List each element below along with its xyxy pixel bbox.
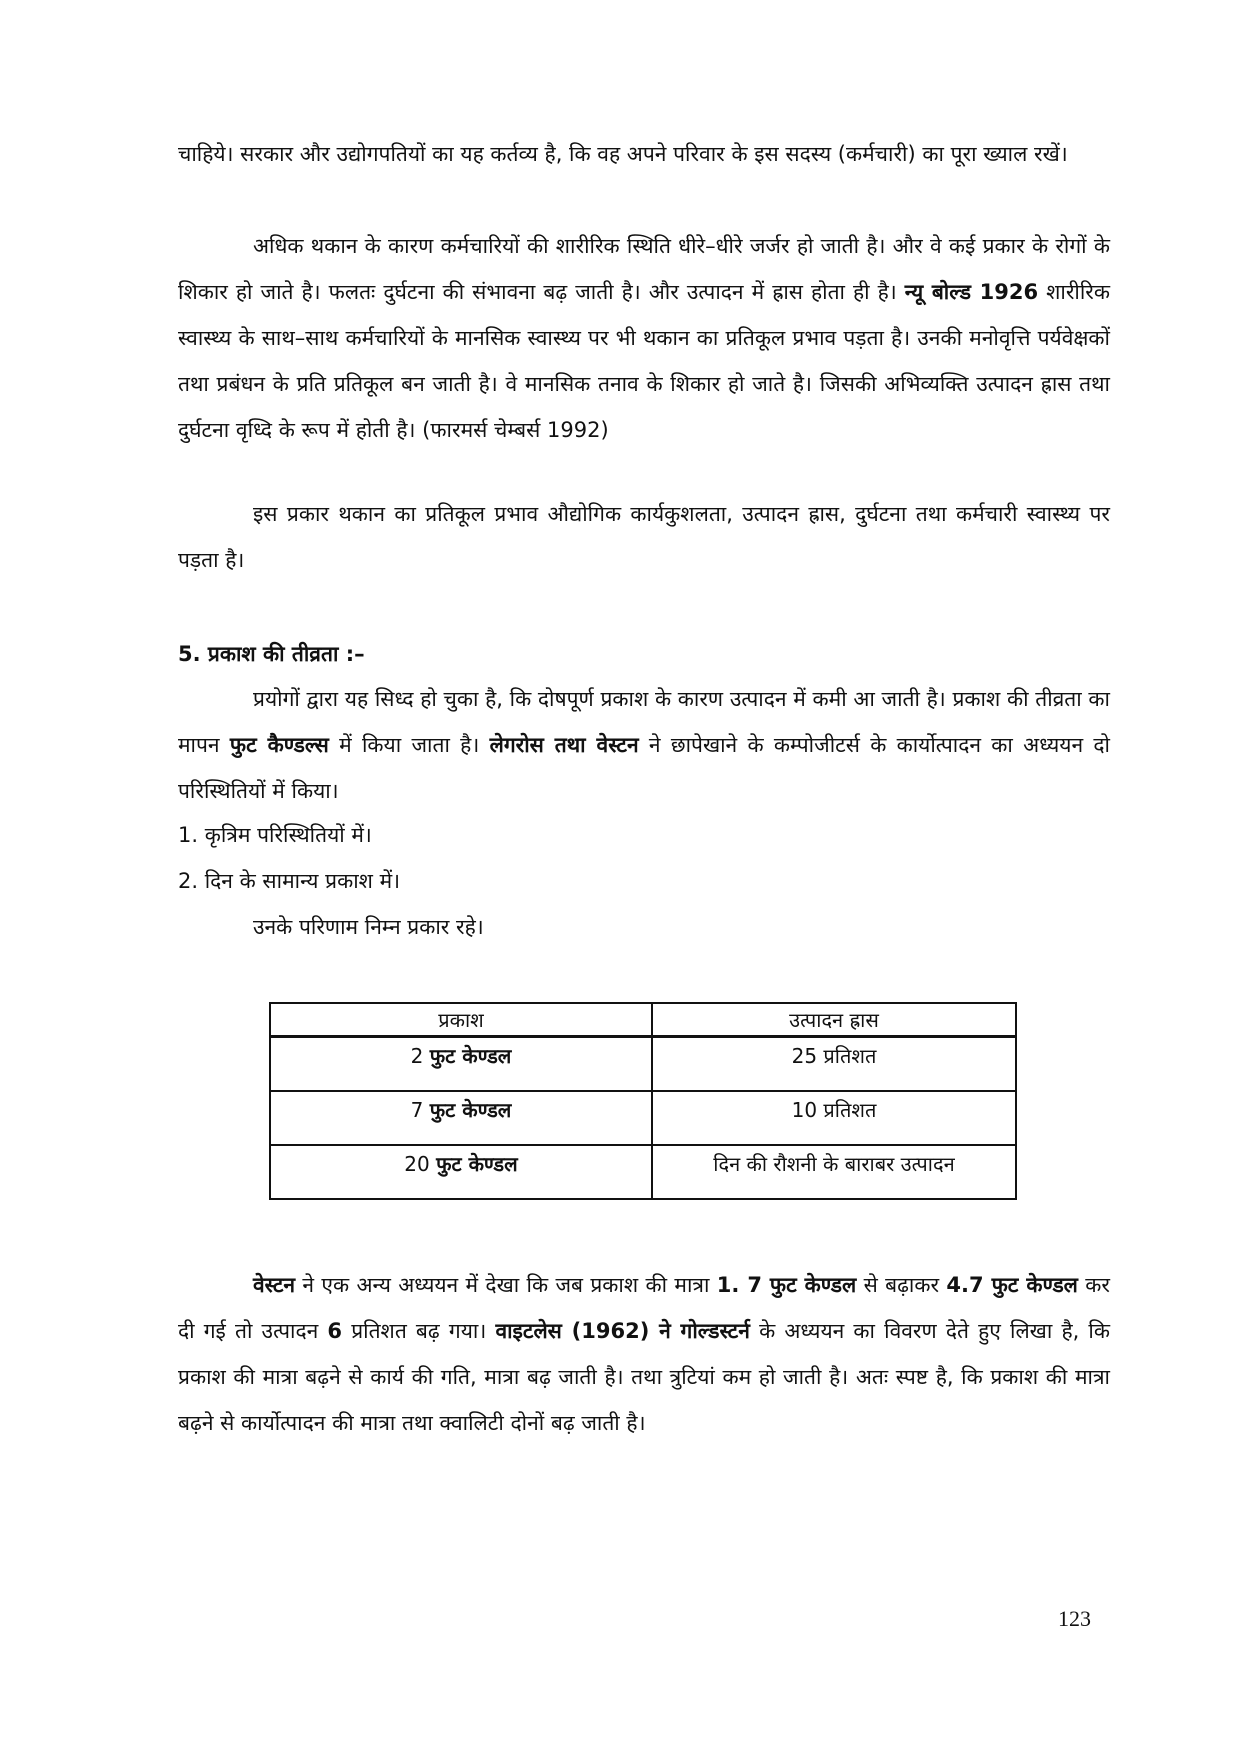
table-row (270, 1037, 1016, 1092)
table-cell-light (270, 1037, 652, 1092)
paragraph-1: चाहिये। सरकार और उद्योगपतियों का यह कर्तव्य है, कि वह अपने परिवार के इस सदस्य (कर्मचारी) का पूरा ख्याल रखें। (178, 142, 1068, 166)
paragraph-5-text-c: कर दी गई तो उत्पादन (178, 1273, 1110, 1343)
paragraph-2-text-a: अधिक थकान के कारण कर्मचारियों की शारीरिक स्थिति धीरे–धीरे जर्जर हो जाती है। और वे कई प्रकार के रोगों के शिकार हो जाते है। फलतः दुर्घटना की संभावना बढ़ जाती है। और उत्पादन में ह्रास होता ही है। (178, 234, 1110, 304)
paragraph-4-text-b: में किया जाता है। (328, 733, 490, 757)
percent-increase: 6 (327, 1319, 343, 1343)
weston-term: वेस्टन (253, 1273, 296, 1297)
table-row (270, 1145, 1016, 1199)
legros-weston-term: लेगरोस तथा वेस्टन (489, 733, 639, 757)
foot-candles-term: फुट कैण्डल्स (229, 733, 329, 757)
light-to-term: 4.7 फुट केण्डल (946, 1273, 1078, 1297)
light-value: 20 (404, 1152, 430, 1176)
paragraph-5 (178, 1262, 1110, 1446)
paragraph-5-text-e: के अध्ययन का विवरण देते हुए लिखा है, कि प्रकाश की मात्रा बढ़ने से कार्य की गति, मात्रा बढ़ जाती है। तथा त्रुटियां कम हो जाती है। अतः स्पष्ट है, कि प्रकाश की मात्रा बढ़ने से कार्योत्पादन की मात्रा तथा क्वालिटी दोनों बढ़ जाती है। (178, 1319, 1110, 1435)
table-cell-loss: 25 प्रतिशत (652, 1037, 1016, 1092)
table-header-light: प्रकाश (270, 1003, 652, 1037)
paragraph-3: इस प्रकार थकान का प्रतिकूल प्रभाव औद्योगिक कार्यकुशलता, उत्पादन ह्रास, दुर्घटना तथा कर्मचारी स्वास्थ्य पर पड़ता है। (178, 502, 1110, 572)
paragraph-2-text-b: शारीरिक स्वास्थ्य के साथ–साथ कर्मचारियों के मानसिक स्वास्थ्य पर भी थकान का प्रतिकूल प्रभाव पड़ता है। उनकी मनोवृत्ति पर्यवेक्षकों तथा प्रबंधन के प्रति प्रतिकूल बन जाती है। वे मानसिक तनाव के शिकार हो जाते है। जिसकी अभिव्यक्ति उत्पादन ह्रास तथा दुर्घटना वृध्दि के रूप में होती है। (फारमर्स चेम्बर्स 1992) (178, 280, 1111, 442)
paragraph-5-text-a: ने एक अन्य अध्ययन में देखा कि जब प्रकाश की मात्रा (295, 1273, 717, 1297)
table-cell-light (270, 1145, 652, 1199)
paragraph-5-text-b: से बढ़ाकर (856, 1273, 947, 1297)
list-item-2: 2. दिन के सामान्य प्रकाश में। (178, 869, 401, 893)
table-row (270, 1091, 1016, 1145)
light-unit: फुट केण्डल (429, 1098, 512, 1122)
paragraph-4-text-a: प्रयोगों द्वारा यह सिध्द हो चुका है, कि दोषपूर्ण प्रकाश के कारण उत्पादन में कमी आ जाती है। प्रकाश की तीव्रता का मापन (178, 687, 1110, 757)
list-item-1: 1. कृत्रिम परिस्थितियों में। (178, 823, 372, 847)
paragraph-4-text-c: ने छापेखाने के कम्पोजीटर्स के कार्योत्पादन का अध्ययन दो परिस्थितियों में किया। (178, 733, 1110, 803)
light-unit: फुट केण्डल (436, 1152, 518, 1176)
paragraph-5-text-d: प्रतिशत बढ़ गया। (342, 1319, 496, 1343)
table-header-row (270, 1003, 1016, 1037)
light-intensity-table (269, 1002, 1017, 1200)
paragraph-4 (178, 676, 1110, 814)
paragraph-2 (178, 223, 1110, 453)
section-heading: 5. प्रकाश की तीव्रता :– (178, 642, 365, 666)
results-intro: उनके परिणाम निम्न प्रकार रहे। (253, 915, 484, 939)
citation-new-bold: न्यू बोल्ड 1926 (904, 280, 1039, 304)
table-cell-loss: दिन की रौशनी के बाराबर उत्पादन (652, 1145, 1016, 1199)
whitless-citation: वाइटलेस (1962) ने गोल्डस्टर्न (495, 1319, 750, 1343)
page-number: 123 (1058, 1606, 1091, 1631)
table-header-production-loss: उत्पादन ह्रास (652, 1003, 1016, 1037)
light-value: 2 (410, 1044, 424, 1068)
table-cell-light (270, 1091, 652, 1145)
light-from-term: 1. 7 फुट केण्डल (716, 1273, 857, 1297)
light-unit: फुट केण्डल (429, 1044, 512, 1068)
table-cell-loss: 10 प्रतिशत (652, 1091, 1016, 1145)
light-value: 7 (410, 1098, 424, 1122)
